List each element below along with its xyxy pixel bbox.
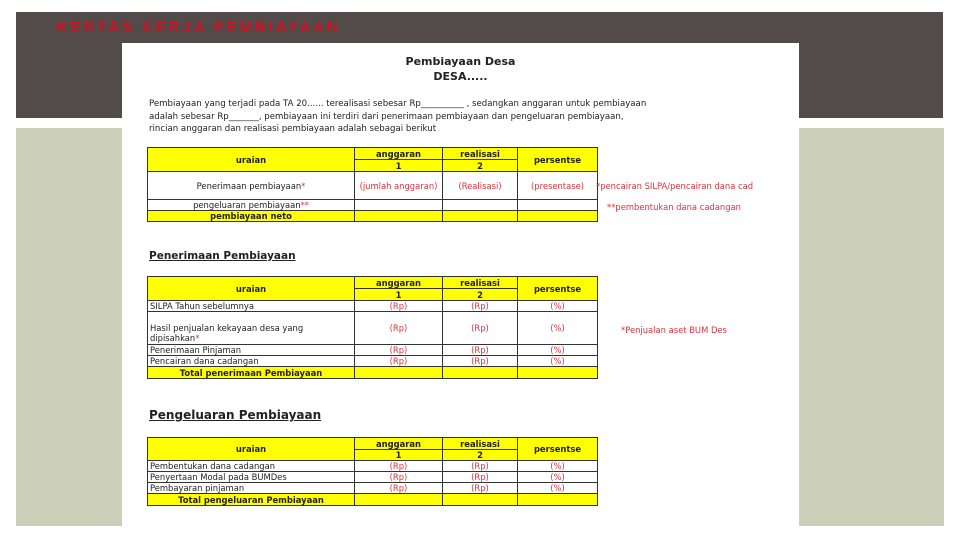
total-persentse [518, 367, 598, 379]
cell-anggaran: (Rp) [355, 312, 443, 345]
table-row [148, 472, 598, 483]
footnote: **pembentukan dana cadangan [607, 202, 741, 212]
total-realisasi [443, 367, 518, 379]
header-persentse: persentse [518, 277, 598, 301]
total-anggaran [355, 494, 443, 506]
header-realisasi: realisasi [443, 438, 518, 450]
total-persentse [518, 211, 598, 222]
cell-persentse: (%) [518, 301, 598, 312]
cell-realisasi: (Rp) [443, 301, 518, 312]
total-realisasi [443, 211, 518, 222]
total-realisasi [443, 494, 518, 506]
header-col-1: 1 [355, 289, 443, 301]
cell-anggaran: (jumlah anggaran) [355, 172, 443, 200]
cell-persentse: (%) [518, 472, 598, 483]
cell-anggaran: (Rp) [355, 356, 443, 367]
header-uraian: uraian [148, 277, 355, 301]
header-col-1: 1 [355, 450, 443, 461]
total-anggaran [355, 367, 443, 379]
cell-persentse: (%) [518, 345, 598, 356]
total-persentse [518, 494, 598, 506]
cell-realisasi: (Rp) [443, 483, 518, 494]
cell-realisasi: (Realisasi) [443, 172, 518, 200]
cell-persentse: (presentase) [518, 172, 598, 200]
header-persentse: persentse [518, 438, 598, 461]
table-row [148, 312, 598, 345]
header-uraian: uraian [148, 148, 355, 172]
cell-persentse: (%) [518, 312, 598, 345]
total-row [148, 367, 598, 379]
summary-table [147, 147, 598, 222]
cell-realisasi: (Rp) [443, 312, 518, 345]
footnote: *Penjualan aset BUM Des [621, 325, 727, 335]
header-persentse: persentse [518, 148, 598, 172]
cell-realisasi [443, 200, 518, 211]
header-anggaran: anggaran [355, 277, 443, 289]
row-label: Penyertaan Modal pada BUMDes [148, 472, 355, 483]
header-col-2: 2 [443, 160, 518, 172]
document-page [122, 43, 799, 540]
row-label: Pembentukan dana cadangan [148, 461, 355, 472]
total-label: Total penerimaan Pembiayaan [148, 367, 355, 379]
row-label: Penerimaan pembiayaan* [148, 172, 355, 200]
total-label: pembiayaan neto [148, 211, 355, 222]
table-row [148, 200, 598, 211]
total-row [148, 494, 598, 506]
footnote: *pencairan SILPA/pencairan dana cad [596, 181, 754, 191]
cell-persentse: (%) [518, 356, 598, 367]
cell-realisasi: (Rp) [443, 472, 518, 483]
cell-anggaran: (Rp) [355, 472, 443, 483]
document-title: Pembiayaan Desa [405, 55, 516, 68]
header-anggaran: anggaran [355, 148, 443, 160]
row-label: pengeluaran pembiayaan** [148, 200, 355, 211]
cell-anggaran: (Rp) [355, 461, 443, 472]
document-subtitle: DESA..... [433, 70, 488, 83]
cell-persentse: (%) [518, 461, 598, 472]
total-label: Total pengeluaran Pembiayaan [148, 494, 355, 506]
section-heading: Pengeluaran Pembiayaan [149, 408, 322, 422]
row-label: Penerimaan Pinjaman [148, 345, 355, 356]
penerimaan-table [147, 276, 598, 379]
table-row [148, 172, 598, 200]
cell-anggaran: (Rp) [355, 345, 443, 356]
pengeluaran-table [147, 437, 598, 506]
section-heading: Penerimaan Pembiayaan [149, 250, 296, 262]
row-label: Pencairan dana cadangan [148, 356, 355, 367]
table-row [148, 483, 598, 494]
cell-anggaran: (Rp) [355, 483, 443, 494]
table-row [148, 345, 598, 356]
header-realisasi: realisasi [443, 277, 518, 289]
header-realisasi: realisasi [443, 148, 518, 160]
cell-persentse: (%) [518, 483, 598, 494]
intro-line: rincian anggaran dan realisasi pembiayaan adalah sebagai berikut [149, 124, 437, 134]
cell-anggaran: (Rp) [355, 301, 443, 312]
cell-realisasi: (Rp) [443, 356, 518, 367]
header-col-2: 2 [443, 289, 518, 301]
intro-line: adalah sebesar Rp_______, pembiayaan ini terdiri dari penerimaan pembiayaan dan pengeluaran pembiayaan, [149, 111, 624, 122]
row-label: Pembayaran pinjaman [148, 483, 355, 494]
table-row [148, 356, 598, 367]
intro-paragraph [149, 98, 709, 136]
cell-realisasi: (Rp) [443, 461, 518, 472]
row-label: Hasil penjualan kekayaan desa yang dipisahkan* [148, 312, 355, 345]
header-anggaran: anggaran [355, 438, 443, 450]
total-anggaran [355, 211, 443, 222]
header-uraian: uraian [148, 438, 355, 461]
cell-anggaran [355, 200, 443, 211]
total-row [148, 211, 598, 222]
table-row [148, 461, 598, 472]
slide-title: KERTAS KERJA PEMBIAYAAN [57, 20, 341, 36]
header-col-1: 1 [355, 160, 443, 172]
cell-realisasi: (Rp) [443, 345, 518, 356]
cell-persentse [518, 200, 598, 211]
table-row [148, 301, 598, 312]
row-label: SILPA Tahun sebelumnya [148, 301, 355, 312]
intro-line: Pembiayaan yang terjadi pada TA 20...... terealisasi sebesar Rp__________ , sedangkan anggaran untuk pembiayaan [149, 99, 647, 109]
header-col-2: 2 [443, 450, 518, 461]
